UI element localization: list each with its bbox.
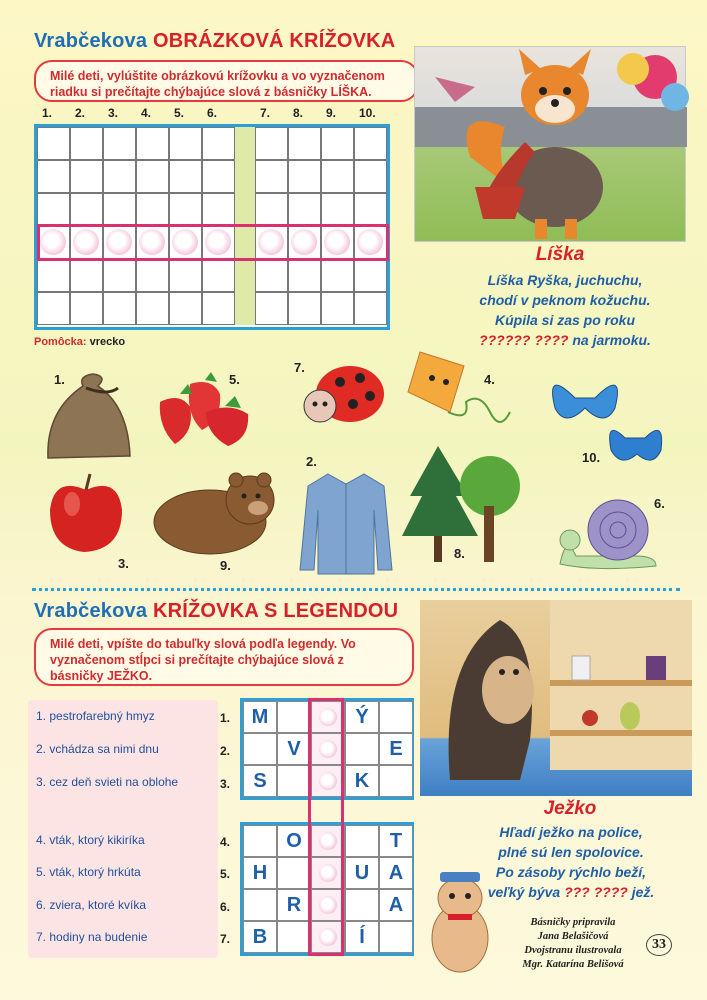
crossword-cell[interactable] [288, 160, 321, 193]
crossword-cell[interactable] [255, 259, 288, 292]
fox-drawing [415, 47, 687, 243]
title-blue-part: Vrabčekova [34, 30, 148, 52]
legend-list [36, 0, 216, 1000]
pic-num-bear: 9. [220, 558, 231, 573]
pic-num-apple: 3. [118, 556, 129, 571]
crossword-cell[interactable] [321, 160, 354, 193]
pic-num-snail: 6. [654, 496, 665, 511]
title-red-part: OBRÁZKOVÁ KRÍŽOVKA [152, 30, 396, 52]
crossword-cell[interactable] [277, 765, 311, 797]
crossword-cell[interactable] [379, 733, 413, 765]
crossword-cell[interactable] [288, 292, 321, 325]
row-number: 5. [220, 867, 231, 881]
crossword-cell[interactable] [345, 889, 379, 921]
hint-label: Pomôcka: [34, 336, 87, 348]
title-red-part: KRÍŽOVKA S LEGENDOU [152, 600, 399, 622]
crossword-cell[interactable] [255, 292, 288, 325]
cell-letter: O [286, 829, 302, 852]
poem-liska [445, 270, 685, 350]
cell-letter: K [354, 769, 370, 792]
shirt-icon [298, 470, 394, 578]
crossword-cell[interactable] [243, 889, 277, 921]
column-number: 4. [141, 106, 152, 120]
row-number: 3. [220, 777, 231, 791]
crossword-cell[interactable] [321, 127, 354, 160]
pic-num-trees: 8. [454, 546, 465, 561]
crossword-cell[interactable] [243, 857, 277, 889]
column-number: 8. [293, 106, 304, 120]
crossword-cell[interactable] [354, 193, 387, 226]
hedgehog-illustration [420, 600, 692, 796]
crossword-cell[interactable] [243, 921, 277, 953]
poem-missing-words: ??? ???? [564, 884, 628, 900]
column-number: 7. [260, 106, 271, 120]
crossword-cell[interactable] [345, 733, 379, 765]
poem-title-liska: Líška [535, 244, 585, 265]
crossword-cell[interactable] [288, 259, 321, 292]
credits-line: Básničky pripravila [530, 917, 616, 928]
legend-item: 6. zviera, ktoré kvíka [36, 898, 147, 912]
crossword-cell[interactable] [321, 292, 354, 325]
poem-missing-words: ?????? ???? [479, 332, 569, 348]
cell-letter: T [389, 829, 403, 852]
row-number: 6. [220, 900, 231, 914]
hedgehog-drawing [420, 600, 692, 796]
crossword-cell[interactable] [354, 292, 387, 325]
cell-letter: V [287, 737, 301, 760]
cell-letter: B [252, 925, 268, 948]
pic-num-shirt: 2. [306, 454, 317, 469]
legend-item: 2. vchádza sa nimi dnu [36, 742, 159, 756]
crossword-cell[interactable] [345, 921, 379, 953]
crossword-cell[interactable] [255, 193, 288, 226]
crossword-cell[interactable] [379, 921, 413, 953]
cell-letter: S [253, 769, 267, 792]
row-number: 4. [220, 835, 231, 849]
column-number: 9. [326, 106, 337, 120]
crossword-cell[interactable] [379, 765, 413, 797]
cell-letter: R [286, 893, 302, 916]
row-number: 7. [220, 932, 231, 946]
cell-letter: Í [359, 925, 365, 948]
row-number: 2. [220, 744, 231, 758]
poem-line: Hľadí ježko na police, [499, 824, 643, 840]
crossword-cell[interactable] [288, 193, 321, 226]
crossword-cell[interactable] [277, 825, 311, 857]
crossword-cell[interactable] [379, 701, 413, 733]
crossword-cell[interactable] [277, 889, 311, 921]
cell-letter: A [388, 861, 404, 884]
crossword-cell[interactable] [345, 825, 379, 857]
crossword-cell[interactable] [379, 857, 413, 889]
cell-letter: Ý [355, 705, 369, 728]
column-number: 3. [108, 106, 119, 120]
kite-icon [400, 342, 530, 442]
crossword-cell[interactable] [277, 701, 311, 733]
crossword-cell[interactable] [277, 857, 311, 889]
column-number: 5. [174, 106, 185, 120]
pic-num-butterflies: 10. [582, 450, 601, 465]
poem-line: Po zásoby rýchlo beží, [495, 864, 647, 880]
crossword-cell[interactable] [243, 701, 277, 733]
pic-num-strawberries: 5. [229, 372, 240, 387]
cell-letter: A [388, 893, 404, 916]
ladybug-icon [298, 360, 388, 432]
crossword-cell[interactable] [379, 825, 413, 857]
hint-value: vrecko [89, 336, 126, 348]
column-number: 6. [207, 106, 218, 120]
section1-instruction: Milé deti, vylúštite obrázkovú krížovku a vo vyznačenom riadku si prečítajte chýbajúce slová z básničky LÍŠKA. [34, 60, 419, 102]
page-number: 33 [646, 934, 672, 956]
crossword-cell[interactable] [243, 765, 277, 797]
crossword-cell[interactable] [345, 765, 379, 797]
crossword-cell[interactable] [354, 127, 387, 160]
crossword-cell[interactable] [379, 889, 413, 921]
crossword-cell[interactable] [321, 193, 354, 226]
credits-line: Dvojstranu ilustrovala [524, 945, 622, 956]
credits [498, 916, 648, 972]
crossword-cell[interactable] [354, 160, 387, 193]
crossword-cell[interactable] [288, 127, 321, 160]
section2-instruction: Milé deti, vpíšte do tabuľky slová podľa legendy. Vo vyznačenom stĺpci si prečítajte chýbajúce slová z básničky JEŽKO. [34, 628, 414, 686]
legend-item: 7. hodiny na budenie [36, 930, 148, 944]
pic-num-sack: 1. [54, 372, 65, 387]
poem-line-end: na jarmoku. [568, 332, 651, 348]
cell-letter: H [252, 861, 268, 884]
title-blue-part: Vrabčekova [34, 600, 148, 622]
crossword-cell[interactable] [243, 733, 277, 765]
cell-letter: E [389, 737, 403, 760]
crossword-cell[interactable] [321, 259, 354, 292]
column-number: 2. [75, 106, 86, 120]
poem-title-jezko: Ježko [543, 798, 597, 819]
legend-item: 1. pestrofarebný hmyz [36, 709, 155, 723]
fox-illustration [414, 46, 686, 242]
crossword-cell[interactable] [255, 160, 288, 193]
crossword-cell[interactable] [277, 921, 311, 953]
pic-num-ladybug: 7. [294, 360, 305, 375]
snail-icon [556, 494, 666, 576]
poem-line: Líška Ryška, juchuchu, [487, 272, 643, 288]
hamster-icon [424, 868, 500, 978]
cell-letter: M [251, 705, 269, 728]
poem-line-end: jež. [627, 884, 655, 900]
butterflies-icon [545, 358, 675, 478]
legend-item: 3. cez deň svieti na oblohe [36, 775, 179, 789]
row-numbers [220, 0, 240, 1000]
crossword-cell[interactable] [277, 733, 311, 765]
crossword-cell[interactable] [345, 857, 379, 889]
pic-num-kite: 4. [484, 372, 495, 387]
credits-line: Jana Belašičová [537, 931, 609, 942]
solution-column-highlight [308, 698, 344, 956]
crossword-cell[interactable] [354, 259, 387, 292]
poem-line-start: veľký býva [487, 884, 565, 900]
row-number: 1. [220, 711, 231, 725]
column-number: 10. [359, 106, 376, 120]
column-number: 1. [42, 106, 53, 120]
legend-item: 4. vták, ktorý kikiríka [36, 833, 145, 847]
credits-line: Mgr. Katarína Belišová [522, 959, 624, 970]
crossword-cell[interactable] [243, 825, 277, 857]
poem-line: Kúpila si zas po roku [494, 312, 636, 328]
crossword-cell[interactable] [255, 127, 288, 160]
poem-line: chodí v peknom kožuchu. [479, 292, 651, 308]
legend-item: 5. vták, ktorý hrkúta [36, 865, 141, 879]
poem-line: plné sú len spolovice. [498, 844, 644, 860]
crossword-cell[interactable] [345, 701, 379, 733]
cell-letter: U [354, 861, 370, 884]
